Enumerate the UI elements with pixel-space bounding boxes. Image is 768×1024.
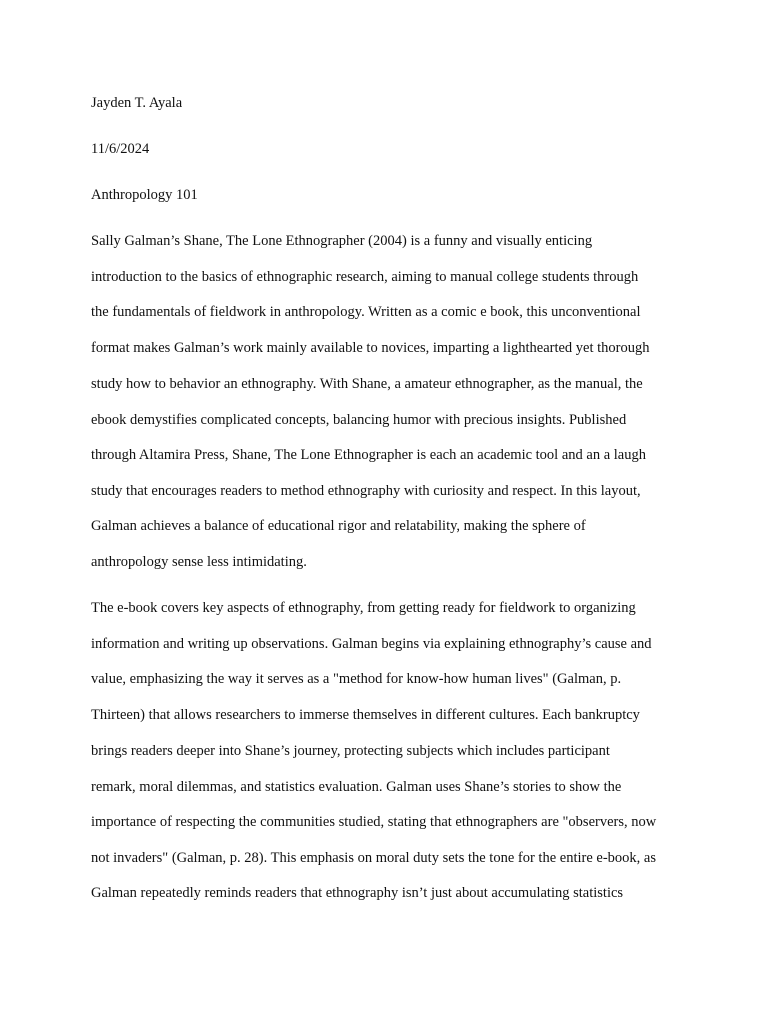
paragraph-line: Thirteen) that allows researchers to immerse themselves in different cultures. Each bankruptcy [91,707,640,723]
paragraph-line: introduction to the basics of ethnographic research, aiming to manual college students through [91,269,639,285]
paragraph-line: anthropology sense less intimidating. [91,554,307,570]
paragraph-line: format makes Galman’s work mainly available to novices, imparting a lighthearted yet thorough [91,340,650,356]
document-date: 11/6/2024 [91,141,150,157]
paragraph-line: importance of respecting the communities studied, stating that ethnographers are "observers, now [91,814,657,830]
paragraph-line: study how to behavior an ethnography. With Shane, a amateur ethnographer, as the manual, the [91,376,643,392]
paragraph-line: study that encourages readers to method ethnography with curiosity and respect. In this layout, [91,483,641,499]
paragraph-line: the fundamentals of fieldwork in anthropology. Written as a comic e book, this unconventional [91,304,641,320]
paragraph-line: not invaders" (Galman, p. 28). This emphasis on moral duty sets the tone for the entire e-book, as [91,850,656,866]
paragraph-line: Galman achieves a balance of educational rigor and relatability, making the sphere of [91,518,586,534]
paragraph-line: Sally Galman’s Shane, The Lone Ethnographer (2004) is a funny and visually enticing [91,233,593,249]
paragraph-line: ebook demystifies complicated concepts, balancing humor with precious insights. Published [91,412,627,428]
paragraph-line: through Altamira Press, Shane, The Lone Ethnographer is each an academic tool and an a laugh [91,447,646,463]
paragraph-line: remark, moral dilemmas, and statistics evaluation. Galman uses Shane’s stories to show the [91,779,622,795]
paragraph-line: Galman repeatedly reminds readers that ethnography isn’t just about accumulating statistics [91,885,624,901]
paragraph-line: value, emphasizing the way it serves as a "method for know-how human lives" (Galman, p. [91,671,622,687]
course-name: Anthropology 101 [91,187,198,203]
paragraph-line: brings readers deeper into Shane’s journey, protecting subjects which includes participant [91,743,610,759]
paragraph-line: information and writing up observations. Galman begins via explaining ethnography’s cause and [91,636,652,652]
author-name: Jayden T. Ayala [91,95,183,111]
paragraph-line: The e-book covers key aspects of ethnography, from getting ready for fieldwork to organizing [91,600,636,616]
